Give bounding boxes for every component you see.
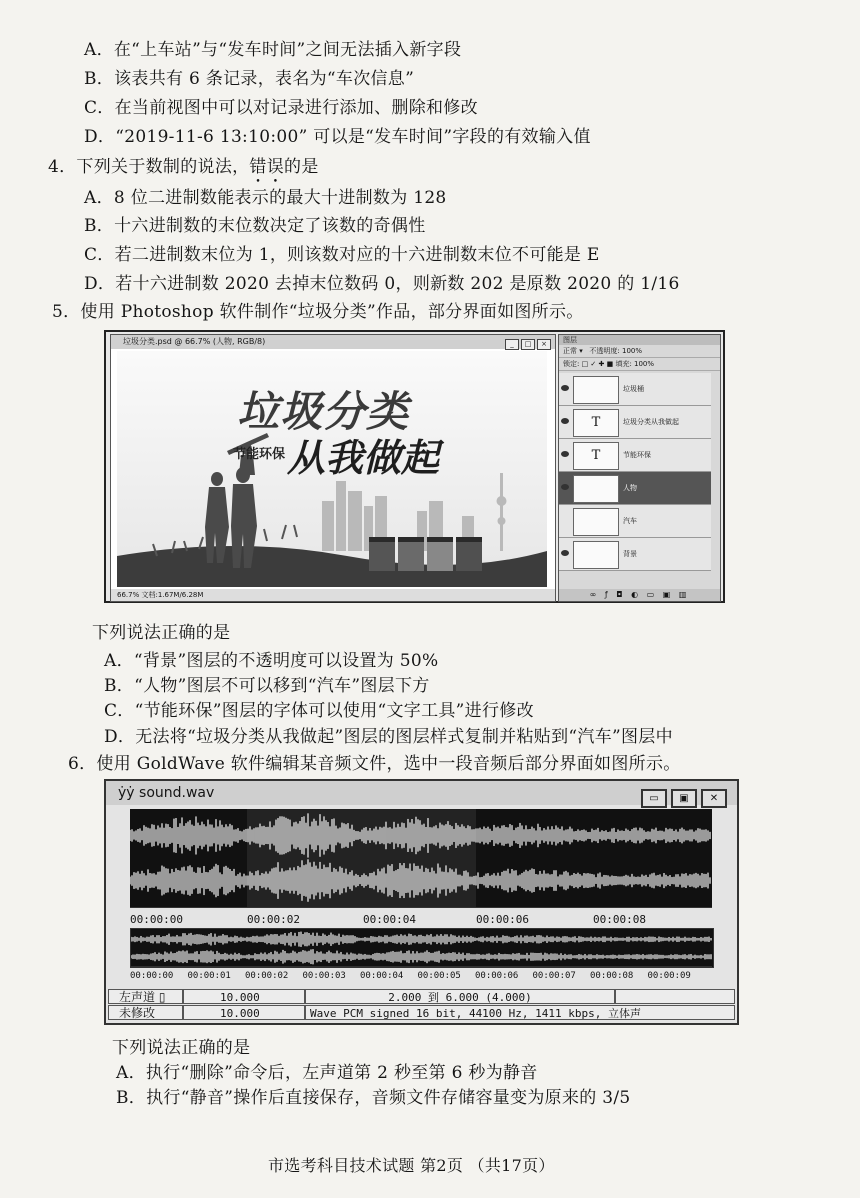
q3-option-b: B．该表共有 6 条记录，表名为“车次信息”: [84, 69, 415, 89]
waveform-overview[interactable]: [130, 928, 714, 968]
eye-icon[interactable]: [561, 418, 569, 424]
text-layer-icon: T: [573, 442, 619, 470]
overview-tick-label: 00:00:03: [302, 971, 346, 981]
layer-thumbnail: [573, 376, 619, 404]
selection-highlight[interactable]: [247, 809, 476, 907]
gw-title-bar: ẏẏ sound.wav ▭ ▣ ✕: [106, 781, 737, 805]
page-footer: 市选考科目技术试题 第2页 （共17页）: [268, 1156, 555, 1175]
ps-canvas: [117, 351, 547, 587]
eye-icon[interactable]: [561, 451, 569, 457]
fx-icon[interactable]: ƒ: [604, 590, 611, 599]
minimize-icon: _: [505, 339, 519, 350]
overview-tick-label: 00:00:04: [360, 971, 404, 981]
gw-status-bar: [108, 989, 735, 1023]
layer-thumbnail: [573, 475, 619, 503]
q4-option-c: C．若二进制数末位为 1，则该数对应的十六进制数末位不可能是 E: [84, 245, 600, 265]
photoshop-screenshot: [104, 330, 725, 603]
layer-row-slogan[interactable]: [559, 406, 711, 439]
q5-option-d: D．无法将“垃圾分类从我做起”图层的图层样式复制并粘贴到“汽车”图层中: [104, 727, 673, 747]
waveform-main[interactable]: [130, 809, 712, 907]
small-box-icon: ▯: [158, 990, 166, 1004]
ps-layers-panel: [558, 334, 721, 602]
q4-option-b: B．十六进制数的末位数决定了该数的奇偶性: [84, 216, 426, 236]
q5-option-b: B．“人物”图层不可以移到“汽车”图层下方: [104, 676, 430, 696]
q6-stem: 6．使用 GoldWave 软件编辑某音频文件，选中一段音频后部分界面如图所示。: [68, 754, 681, 774]
q4-option-a: A．8 位二进制数能表示的最大十进制数为 128: [84, 188, 447, 208]
tick-label: 00:00:06: [476, 913, 529, 926]
q5-prompt: 下列说法正确的是: [92, 623, 231, 643]
layer-row-background[interactable]: [559, 538, 711, 571]
status-format: Wave PCM signed 16 bit, 44100 Hz, 1411 kbps, 立体声: [305, 1005, 735, 1020]
tick-label: 00:00:02: [247, 913, 300, 926]
layer-name: 节能环保: [623, 451, 651, 459]
tick-label: 00:00:00: [130, 913, 183, 926]
eye-icon[interactable]: [561, 550, 569, 556]
q5-option-a: A．“背景”图层的不透明度可以设置为 50%: [104, 651, 439, 671]
close-icon[interactable]: ✕: [701, 789, 727, 808]
status-channel: 左声道 ▯: [108, 989, 183, 1004]
ps-window-buttons: [503, 337, 551, 351]
q4-stem-emphasis: 错误: [249, 157, 285, 177]
ps-status-bar: 66.7% 文档:1.67M/6.28M: [111, 589, 555, 601]
canvas-subtitle-text: 节能环保: [233, 447, 286, 462]
tick-label: 00:00:04: [363, 913, 416, 926]
layer-row-car[interactable]: [559, 505, 711, 538]
trash-icon[interactable]: ▥: [678, 590, 690, 599]
goldwave-screenshot: [104, 779, 739, 1025]
layer-name: 汽车: [623, 517, 637, 525]
layer-name: 人物: [623, 484, 637, 492]
overview-tick-label: 00:00:01: [187, 971, 231, 981]
q3-option-d: D．“2019-11-6 13:10:00” 可以是“发车时间”字段的有效输入值: [84, 127, 591, 147]
layer-name: 垃圾分类从我做起: [623, 418, 679, 426]
layer-name: 背景: [623, 550, 637, 558]
overview-tick-label: 00:00:07: [532, 971, 576, 981]
layers-lock-row[interactable]: 锁定: □ ✓ ✚ ■ 填充: 100%: [559, 358, 720, 371]
status-selection: 2.000 到 6.000 (4.000): [305, 989, 615, 1004]
q4-option-d: D．若十六进制数 2020 去掉末位数码 0，则新数 202 是原数 2020 的 1/16: [84, 274, 680, 294]
status-modified: 未修改: [108, 1005, 183, 1020]
layers-panel-header: 图层: [559, 335, 720, 345]
overview-tick-label: 00:00:02: [245, 971, 289, 981]
q5-stem: 5．使用 Photoshop 软件制作“垃圾分类”作品，部分界面如图所示。: [52, 302, 584, 322]
layer-thumbnail: [573, 541, 619, 569]
canvas-title-text: 垃圾分类: [237, 387, 410, 436]
status-length: 10.000: [183, 989, 305, 1004]
new-layer-icon[interactable]: ▣: [662, 590, 674, 599]
close-icon: ×: [537, 339, 551, 350]
folder-icon[interactable]: ▭: [646, 590, 658, 599]
canvas-slogan-text: 从我做起: [287, 436, 440, 480]
layer-row-bins[interactable]: [559, 373, 711, 406]
adjust-icon[interactable]: ◐: [631, 590, 642, 599]
overview-svg: [131, 929, 713, 967]
audio-file-icon: ẏẏ: [118, 785, 140, 801]
tick-label: 00:00:08: [593, 913, 646, 926]
q3-option-c: C．在当前视图中可以对记录进行添加、删除和修改: [84, 98, 478, 118]
overview-tick-label: 00:00:08: [590, 971, 634, 981]
status-blank: [615, 989, 735, 1004]
overview-tick-label: 00:00:05: [417, 971, 461, 981]
layers-blend-row[interactable]: 正常 ▾ 不透明度: 100%: [559, 345, 720, 358]
q6-option-a: A．执行“删除”命令后，左声道第 2 秒至第 6 秒为静音: [116, 1063, 538, 1083]
layer-name: 垃圾桶: [623, 385, 644, 393]
q6-option-b: B．执行“静音”操作后直接保存，音频文件存储容量变为原来的 3/5: [116, 1088, 631, 1108]
link-icon[interactable]: ∞: [589, 590, 600, 599]
maximize-icon[interactable]: ▣: [671, 789, 697, 808]
overview-tick-label: 00:00:06: [475, 971, 519, 981]
layer-row-eco[interactable]: [559, 439, 711, 472]
minimize-icon[interactable]: ▭: [641, 789, 667, 808]
layers-panel-footer: [559, 589, 720, 601]
text-layer-icon: T: [573, 409, 619, 437]
maximize-icon: □: [521, 339, 535, 350]
q3-option-a: A．在“上车站”与“发车时间”之间无法插入新字段: [84, 40, 462, 60]
layer-row-people[interactable]: [559, 472, 711, 505]
ps-document-window: [110, 334, 556, 602]
overview-tick-label: 00:00:09: [647, 971, 691, 981]
gw-window-buttons: [637, 785, 727, 809]
status-length-2: 10.000: [183, 1005, 305, 1020]
overview-tick-label: 00:00:00: [130, 971, 174, 981]
layer-thumbnail: [573, 508, 619, 536]
eye-icon[interactable]: [561, 484, 569, 490]
eye-icon[interactable]: [561, 385, 569, 391]
ps-document-title: 垃圾分类.psd @ 66.7% (人物, RGB/8) _ □ ×: [111, 335, 555, 349]
q4-stem: 4．下列关于数制的说法，错误的是: [48, 157, 319, 177]
q6-prompt: 下列说法正确的是: [112, 1038, 251, 1058]
q5-option-c: C．“节能环保”图层的字体可以使用“文字工具”进行修改: [104, 701, 534, 721]
mask-icon[interactable]: ◘: [616, 590, 626, 599]
